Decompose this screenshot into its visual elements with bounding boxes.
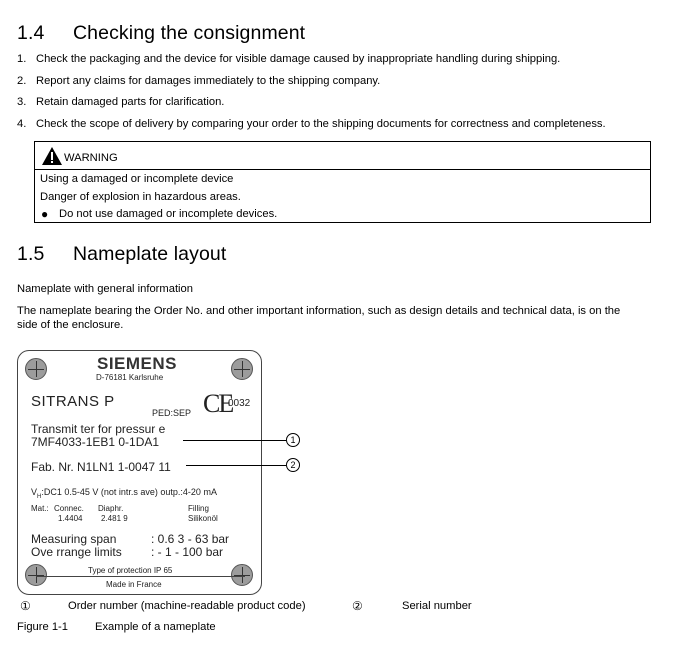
figure-caption: Example of a nameplate bbox=[95, 621, 216, 633]
list-number: 2. bbox=[17, 75, 27, 87]
callout-marker: 1 bbox=[286, 433, 300, 447]
fabrication-number: Fab. Nr. N1LN1 1-0047 11 bbox=[31, 460, 171, 474]
ce-mark-logo: CE bbox=[203, 389, 233, 418]
list-text: Report any claims for damages immediately to the shipping company. bbox=[36, 75, 381, 87]
legend-text: Serial number bbox=[402, 600, 472, 612]
measuring-span-value: : 0.6 3 - 63 bar bbox=[151, 532, 230, 546]
subheading: Nameplate with general information bbox=[17, 283, 193, 295]
list-number: 1. bbox=[17, 53, 27, 65]
list-item bbox=[17, 118, 687, 132]
product-name: SITRANS P bbox=[31, 393, 115, 410]
paragraph-line: The nameplate bearing the Order No. and other important information, such as design details and technical data, is on the bbox=[17, 305, 621, 317]
supply-prefix: V bbox=[31, 487, 38, 497]
protection-class: Type of protection IP 65 bbox=[88, 566, 173, 575]
section-title: Nameplate layout bbox=[73, 243, 227, 265]
figure-label: Figure 1-1 bbox=[17, 621, 68, 633]
section-title: Checking the consignment bbox=[73, 22, 306, 44]
supply-value: :DC1 0.5-45 V (not intr.s ave) outp.:4-20 mA bbox=[41, 487, 217, 497]
list-item bbox=[17, 75, 687, 89]
list-number: 4. bbox=[17, 118, 27, 130]
order-number: 7MF4033-1EB1 0-1DA1 bbox=[31, 435, 160, 449]
measuring-span-label: Measuring span bbox=[31, 532, 117, 546]
section-1-5-heading bbox=[17, 243, 417, 267]
section-number: 1.4 bbox=[17, 22, 45, 44]
screw-icon bbox=[25, 358, 47, 380]
diaphragm-value: 2.481 9 bbox=[101, 514, 128, 523]
screw-icon bbox=[25, 564, 47, 586]
warning-bullet-text: Do not use damaged or incomplete devices. bbox=[59, 208, 278, 220]
brand-logo: SIEMENS bbox=[97, 354, 178, 373]
legend-text: Order number (machine-readable product code) bbox=[68, 600, 306, 612]
screw-icon bbox=[231, 564, 253, 586]
overrange-label: Ove rrange limits bbox=[31, 545, 122, 559]
list-text: Retain damaged parts for clarification. bbox=[36, 96, 225, 108]
callout-line bbox=[186, 465, 286, 466]
list-number: 3. bbox=[17, 96, 27, 108]
connection-value: 1.4404 bbox=[58, 514, 83, 523]
filling-value: Silikonöl bbox=[188, 514, 218, 523]
connection-label: Connec. bbox=[54, 504, 84, 513]
device-type: Transmit ter for pressur e bbox=[31, 422, 166, 436]
list-text: Check the scope of delivery by comparing your order to the shipping documents for correctness and completeness. bbox=[36, 118, 606, 130]
list-item bbox=[17, 96, 687, 110]
warning-box bbox=[34, 141, 651, 223]
section-number: 1.5 bbox=[17, 243, 45, 265]
ce-number: 0032 bbox=[228, 398, 251, 409]
divider bbox=[36, 576, 245, 577]
warning-heading: Using a damaged or incomplete device bbox=[40, 173, 234, 185]
made-in: Made in France bbox=[106, 580, 162, 589]
warning-triangle-icon bbox=[41, 146, 63, 166]
warning-header bbox=[35, 142, 650, 170]
nameplate-illustration bbox=[17, 350, 262, 595]
legend-marker: ② bbox=[352, 599, 363, 613]
bullet-icon: ● bbox=[41, 207, 49, 221]
list-text: Check the packaging and the device for visible damage caused by inappropriate handling during shipping. bbox=[36, 53, 561, 65]
overrange-value: : - 1 - 100 bar bbox=[151, 545, 224, 559]
filling-label: Filling bbox=[188, 504, 209, 513]
section-1-4-heading bbox=[17, 22, 417, 46]
material-label: Mat.: bbox=[31, 504, 49, 513]
callout-line bbox=[183, 440, 286, 441]
legend-marker: ① bbox=[20, 599, 31, 613]
ped-label: PED:SEP bbox=[152, 408, 192, 418]
warning-text: Danger of explosion in hazardous areas. bbox=[40, 191, 241, 203]
warning-label: WARNING bbox=[64, 152, 118, 164]
diaphragm-label: Diaphr. bbox=[98, 504, 124, 513]
paragraph-line: side of the enclosure. bbox=[17, 319, 124, 331]
supply-line bbox=[31, 487, 217, 500]
callout-marker: 2 bbox=[286, 458, 300, 472]
screw-icon bbox=[231, 358, 253, 380]
supply-sub: H bbox=[37, 493, 42, 500]
manufacturer-address: D-76181 Karlsruhe bbox=[96, 373, 164, 382]
list-item bbox=[17, 53, 687, 67]
